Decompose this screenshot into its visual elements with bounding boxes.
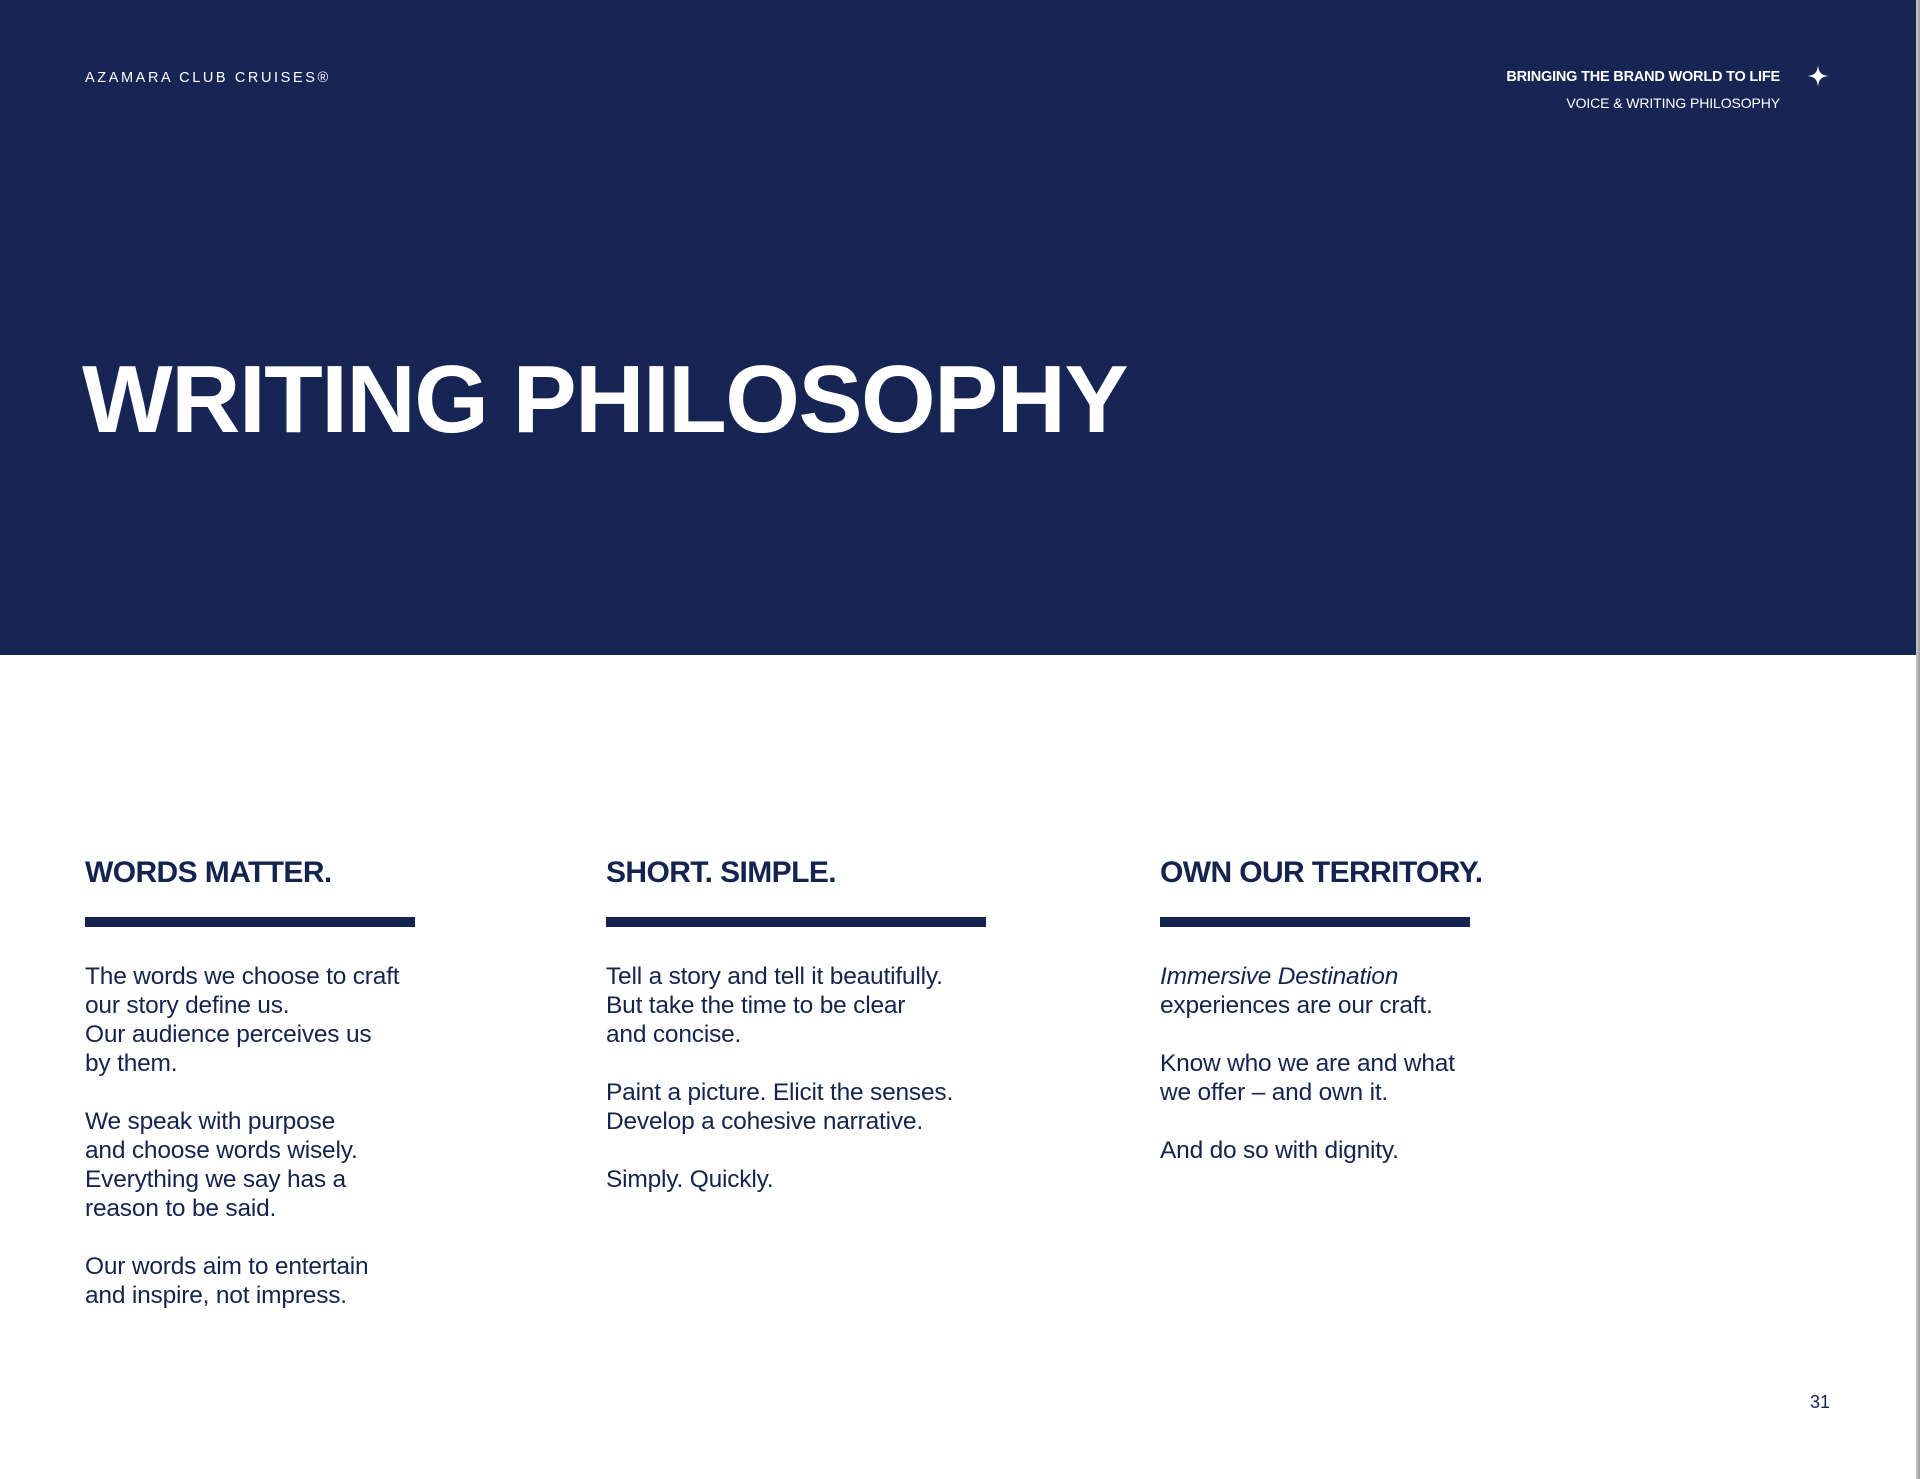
column-short-simple (606, 853, 986, 1223)
paragraph (606, 1165, 986, 1194)
text-line: Paint a picture. Elicit the senses. (606, 1079, 954, 1106)
text-line: reason to be said. (85, 1195, 277, 1222)
text-line: and choose words wisely. (85, 1137, 358, 1164)
text-line: Develop a cohesive narrative. (606, 1108, 923, 1135)
text-line: Everything we say has a (85, 1166, 346, 1193)
text-line: The words we choose to craft (85, 963, 400, 990)
text-line: Our audience perceives us (85, 1021, 372, 1048)
column-body (85, 962, 415, 1310)
sparkle-icon (1806, 64, 1830, 88)
heading-rule (606, 917, 986, 927)
paragraph (85, 1107, 415, 1223)
text-line: Know who we are and what (1160, 1050, 1455, 1077)
paragraph (85, 1252, 415, 1310)
column-heading: SHORT. SIMPLE. (606, 856, 836, 889)
text-line: We speak with purpose (85, 1108, 336, 1135)
column-heading: WORDS MATTER. (85, 856, 332, 889)
text-line: and inspire, not impress. (85, 1282, 347, 1309)
page-number: 31 (1810, 1392, 1831, 1412)
section-subtitle: VOICE & WRITING PHILOSOPHY (1566, 95, 1780, 111)
paragraph (1160, 1136, 1483, 1165)
column-own-our-territory (1160, 853, 1483, 1194)
text-line: and concise. (606, 1021, 742, 1048)
column-body (606, 962, 986, 1194)
text-line-italic: Immersive Destination (1160, 963, 1399, 990)
paragraph (1160, 962, 1483, 1020)
section-title: BRINGING THE BRAND WORLD TO LIFE (1506, 69, 1780, 85)
text-line: experiences are our craft. (1160, 992, 1433, 1019)
page-edge (1916, 0, 1920, 1479)
column-body (1160, 962, 1483, 1165)
section-breadcrumb (1506, 67, 1780, 113)
heading-rule (1160, 917, 1470, 927)
hero-banner (0, 0, 1916, 655)
page-title: WRITING PHILOSOPHY (82, 346, 1128, 453)
text-line: Our words aim to entertain (85, 1253, 369, 1280)
heading-rule (85, 917, 415, 927)
text-line: we offer – and own it. (1160, 1079, 1389, 1106)
brand-name: AZAMARA CLUB CRUISES® (85, 70, 331, 86)
text-line: Tell a story and tell it beautifully. (606, 963, 943, 990)
column-words-matter (85, 853, 415, 1339)
text-line: Simply. Quickly. (606, 1166, 774, 1193)
text-line: And do so with dignity. (1160, 1137, 1399, 1164)
paragraph (606, 1078, 986, 1136)
paragraph (85, 962, 415, 1078)
text-line: by them. (85, 1050, 178, 1077)
text-line: But take the time to be clear (606, 992, 906, 1019)
paragraph (1160, 1049, 1483, 1107)
text-line: our story define us. (85, 992, 290, 1019)
paragraph (606, 962, 986, 1049)
column-heading: OWN OUR TERRITORY. (1160, 856, 1483, 889)
